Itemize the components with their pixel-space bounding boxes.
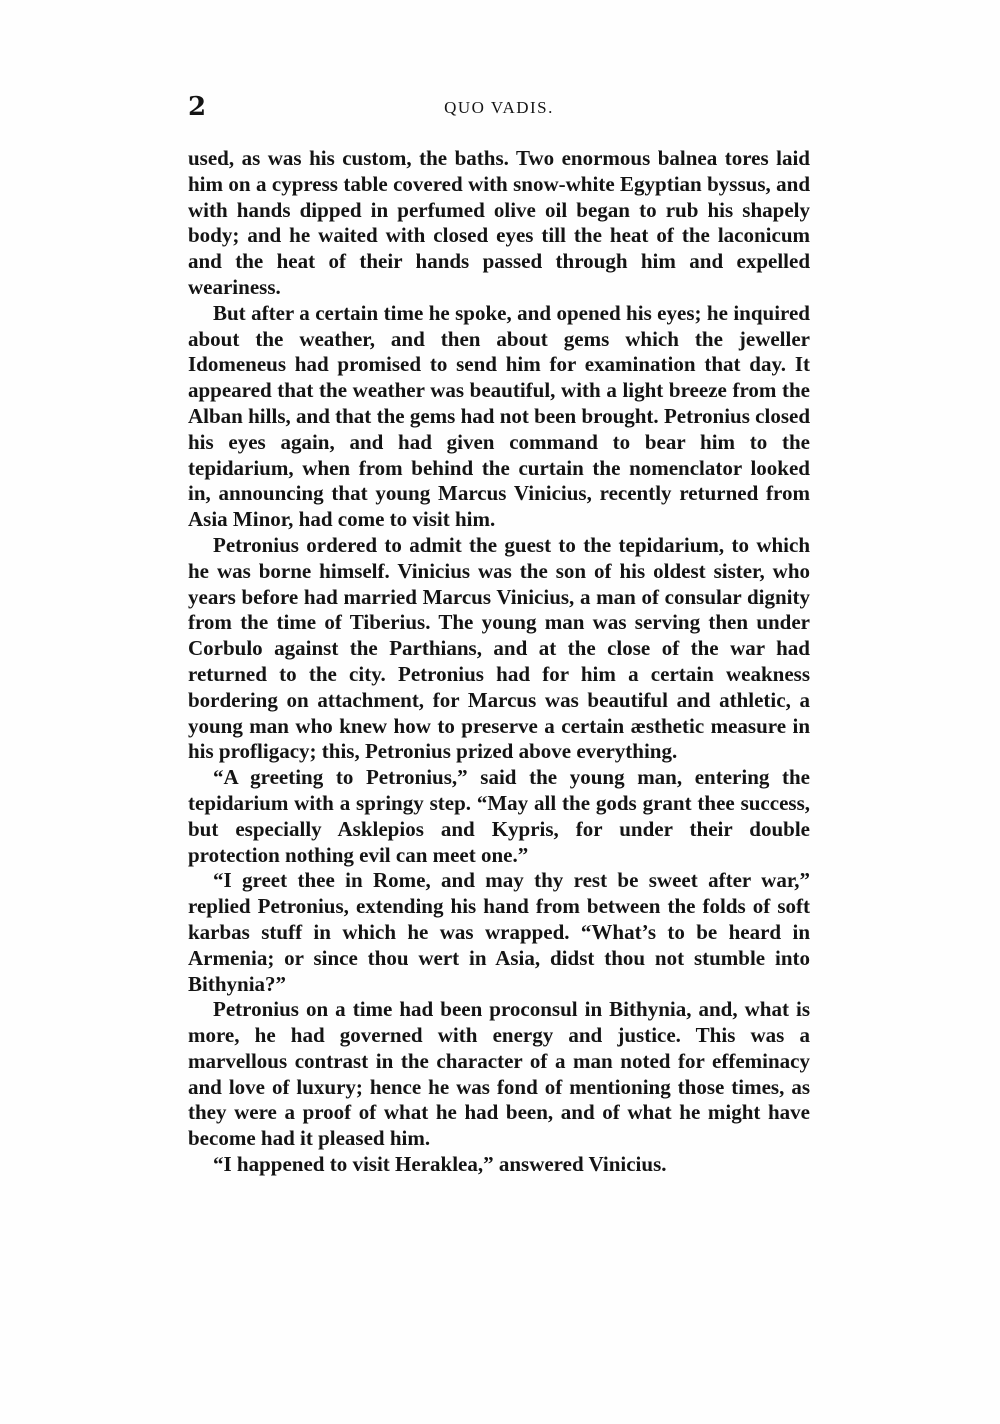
page-number: 2: [188, 92, 207, 122]
paragraph-3: Petronius ordered to admit the guest to the tepidarium, to which he was borne himself. Vinicius was the son of his oldest sister, who years before had married Marcus Vinicius, a man of consular dignity from the time of Tiberius. The young man was serving then under Corbulo against the Parthians, and at the close of the war had returned to the city. Petronius had for him a certain weakness bordering on attachment, for Marcus was beautiful and athletic, a young man who knew how to preserve a certain æsthetic measure in his profligacy; this, Petronius prized above everything.: [188, 532, 810, 764]
running-title: QUO VADIS.: [444, 98, 554, 117]
paragraph-5: “I greet thee in Rome, and may thy rest be sweet after war,” replied Petronius, extending his hand from between the folds of soft karbas stuff in which he was wrapped. “What’s to be heard in Armenia; or since thou wert in Asia, didst thou not stumble into Bithynia?”: [188, 868, 810, 996]
paragraph-1: used, as was his custom, the baths. Two enormous balnea tores laid him on a cypress table covered with snow-white Egyptian byssus, and with hands dipped in perfumed olive oil began to rub his shapely body; and he waited with closed eyes till the heat of the laconicum and the heat of their hands passed through him and expelled weariness.: [188, 146, 810, 299]
paragraph-7: “I happened to visit Heraklea,” answered Vinicius.: [213, 1152, 667, 1177]
paragraph-2: But after a certain time he spoke, and opened his eyes; he inquired about the weather, and then about gems which the jeweller Idomeneus had promised to send him for examination that day. It appeared that the weather was beautiful, with a light breeze from the Alban hills, and that the gems had not been brought. Petronius closed his eyes again, and had given command to bear him to the tepidarium, when from behind the curtain the nomenclator looked in, announcing that young Marcus Vinicius, recently returned from Asia Minor, had come to visit him.: [188, 300, 810, 532]
paragraph-6: Petronius on a time had been proconsul in Bithynia, and, what is more, he had governed with energy and justice. This was a marvellous contrast in the character of a man noted for effeminacy and love of luxury; hence he was fond of mentioning those times, as they were a proof of what he had been, and of what he might have become had it pleased him.: [188, 997, 810, 1151]
page-header: [188, 92, 810, 122]
paragraph-4: “A greeting to Petronius,” said the young man, entering the tepidarium with a springy step. “May all the gods grant thee success, but especially Asklepios and Kypris, for under their double protection nothing evil can meet one.”: [188, 765, 810, 867]
body-text: [188, 146, 810, 1178]
